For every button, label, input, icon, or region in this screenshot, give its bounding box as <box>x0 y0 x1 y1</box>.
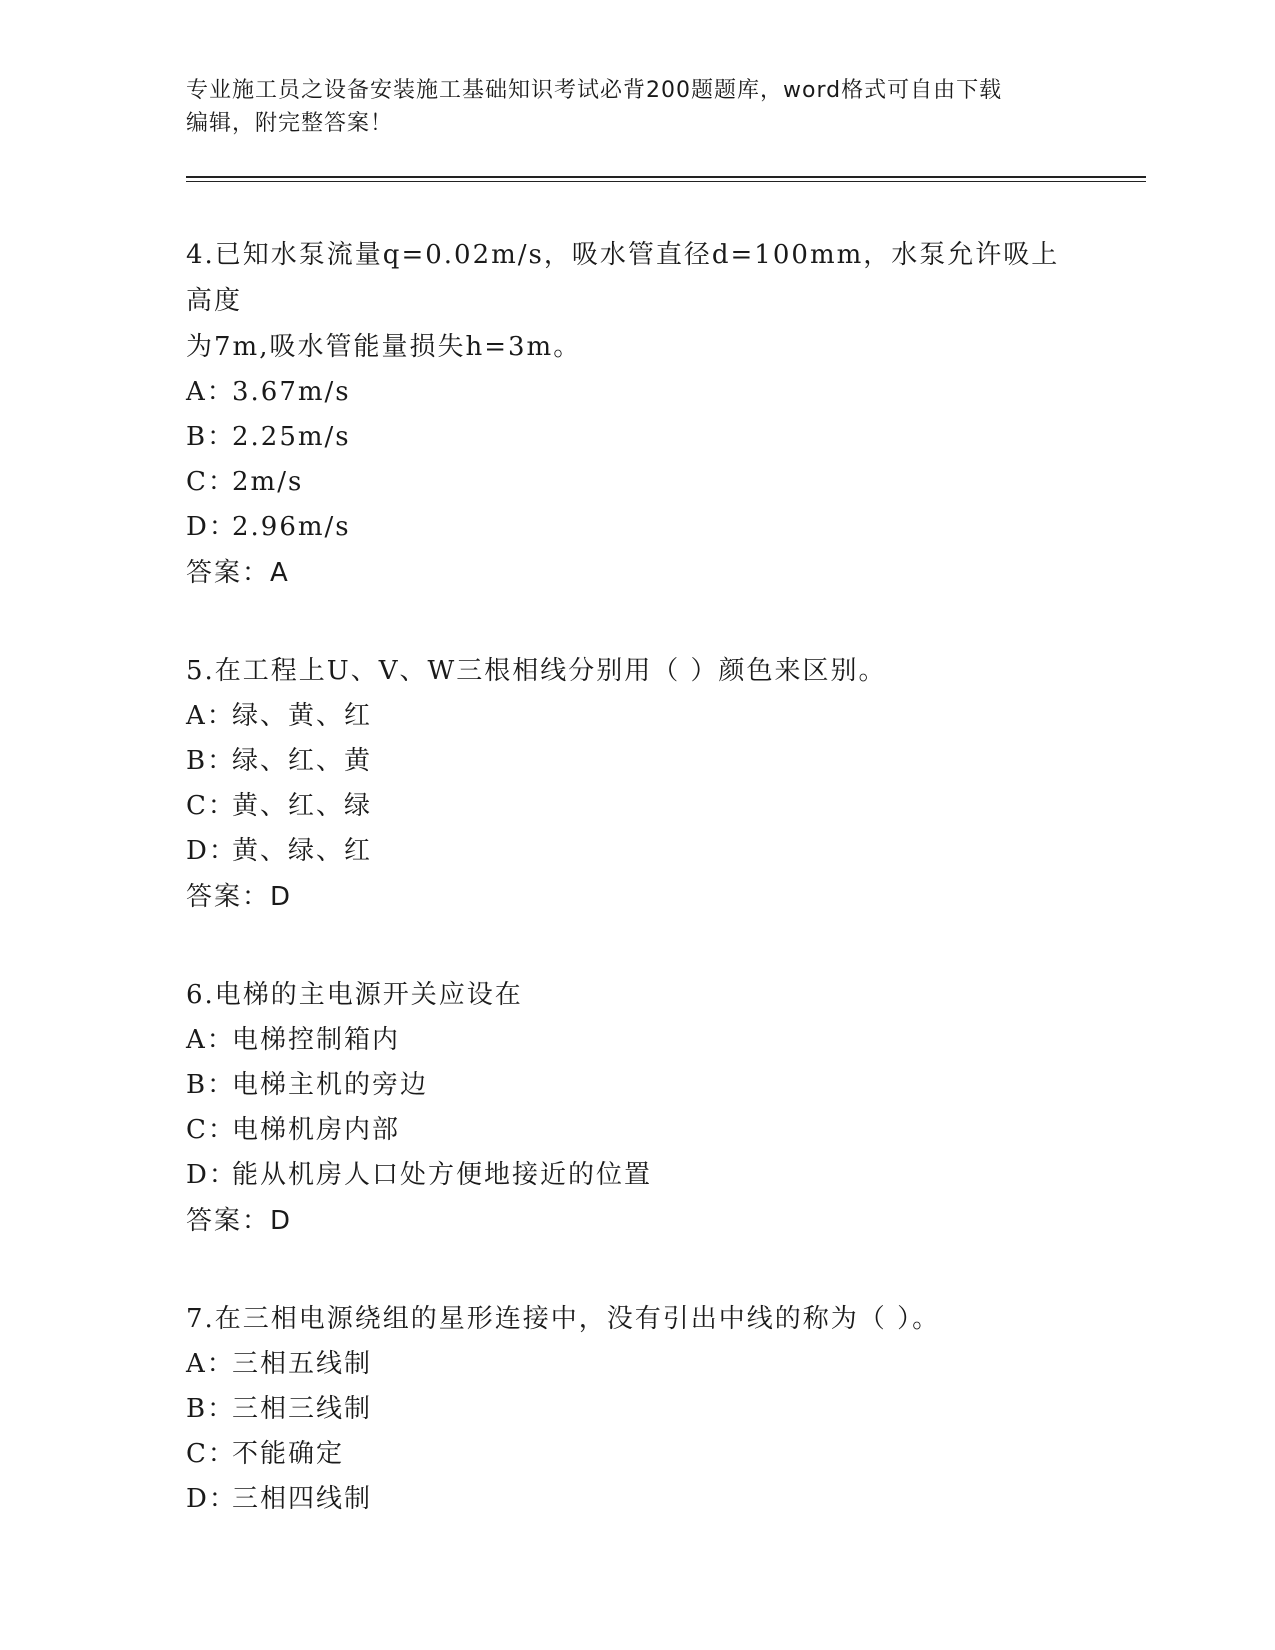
option-d <box>186 505 1086 550</box>
option-text: 3.67m/s <box>232 377 351 407</box>
option-text: 能从机房人口处方便地接近的位置 <box>232 1160 653 1190</box>
option-b <box>186 1387 1086 1432</box>
question-stem: 6.电梯的主电源开关应设在 <box>186 980 523 1010</box>
option-text: 电梯主机的旁边 <box>232 1070 429 1100</box>
question-stem: 4.已知水泵流量q=0.02m/s，吸水管直径d=100mm，水泵允许吸上高度 <box>186 240 1060 316</box>
question-stem-cont: 为7m,吸水管能量损失h=3m。 <box>186 332 582 362</box>
option-text: 2.25m/s <box>232 422 351 452</box>
option-text: 黄、红、绿 <box>232 791 373 821</box>
option-text: 黄、绿、红 <box>232 836 373 866</box>
option-b <box>186 1063 1086 1108</box>
option-text: 电梯机房内部 <box>232 1115 401 1145</box>
option-letter: A： <box>186 377 235 407</box>
option-a <box>186 1342 1086 1387</box>
option-a <box>186 370 1086 415</box>
option-c <box>186 1108 1086 1153</box>
question-4 <box>186 232 1086 596</box>
option-b <box>186 415 1086 460</box>
option-letter: D： <box>186 1484 237 1514</box>
option-letter: C： <box>186 1115 236 1145</box>
option-c <box>186 784 1086 829</box>
question-5 <box>186 648 1086 920</box>
option-text: 绿、黄、红 <box>232 701 373 731</box>
option-letter: A： <box>186 701 235 731</box>
question-stem: 7.在三相电源绕组的星形连接中，没有引出中线的称为（ ）。 <box>186 1304 941 1334</box>
option-text: 2.96m/s <box>232 512 351 542</box>
option-letter: C： <box>186 467 236 497</box>
option-letter: C： <box>186 791 236 821</box>
option-text: 三相五线制 <box>232 1349 373 1379</box>
answer-line: 答案：A <box>186 558 290 588</box>
header-line-2: 编辑，附完整答案！ <box>186 111 394 136</box>
option-text: 三相三线制 <box>232 1394 373 1424</box>
question-stem: 5.在工程上U、V、W三根相线分别用（ ）颜色来区别。 <box>186 656 887 686</box>
option-text: 不能确定 <box>232 1439 345 1469</box>
question-6 <box>186 972 1086 1244</box>
question-7 <box>186 1296 1086 1522</box>
option-letter: D： <box>186 836 237 866</box>
answer-line: 答案：D <box>186 1206 293 1236</box>
question-list <box>186 232 1086 1574</box>
header-divider <box>186 176 1146 182</box>
option-letter: D： <box>186 512 237 542</box>
option-letter: D： <box>186 1160 237 1190</box>
option-text: 三相四线制 <box>232 1484 373 1514</box>
option-letter: A： <box>186 1025 235 1055</box>
option-text: 2m/s <box>232 467 304 497</box>
option-letter: B： <box>186 1070 236 1100</box>
option-d <box>186 829 1086 874</box>
option-letter: B： <box>186 1394 236 1424</box>
option-letter: A： <box>186 1349 235 1379</box>
option-c <box>186 460 1086 505</box>
option-text: 绿、红、黄 <box>232 746 373 776</box>
option-d <box>186 1477 1086 1522</box>
option-a <box>186 1018 1086 1063</box>
option-b <box>186 739 1086 784</box>
option-c <box>186 1432 1086 1477</box>
option-letter: C： <box>186 1439 236 1469</box>
answer-line: 答案：D <box>186 882 293 912</box>
page-header <box>186 74 1066 140</box>
header-line-1: 专业施工员之设备安装施工基础知识考试必背200题题库，word格式可自由下载 <box>186 78 1003 103</box>
option-letter: B： <box>186 422 236 452</box>
option-letter: B： <box>186 746 236 776</box>
option-text: 电梯控制箱内 <box>232 1025 401 1055</box>
option-a <box>186 694 1086 739</box>
option-d <box>186 1153 1086 1198</box>
